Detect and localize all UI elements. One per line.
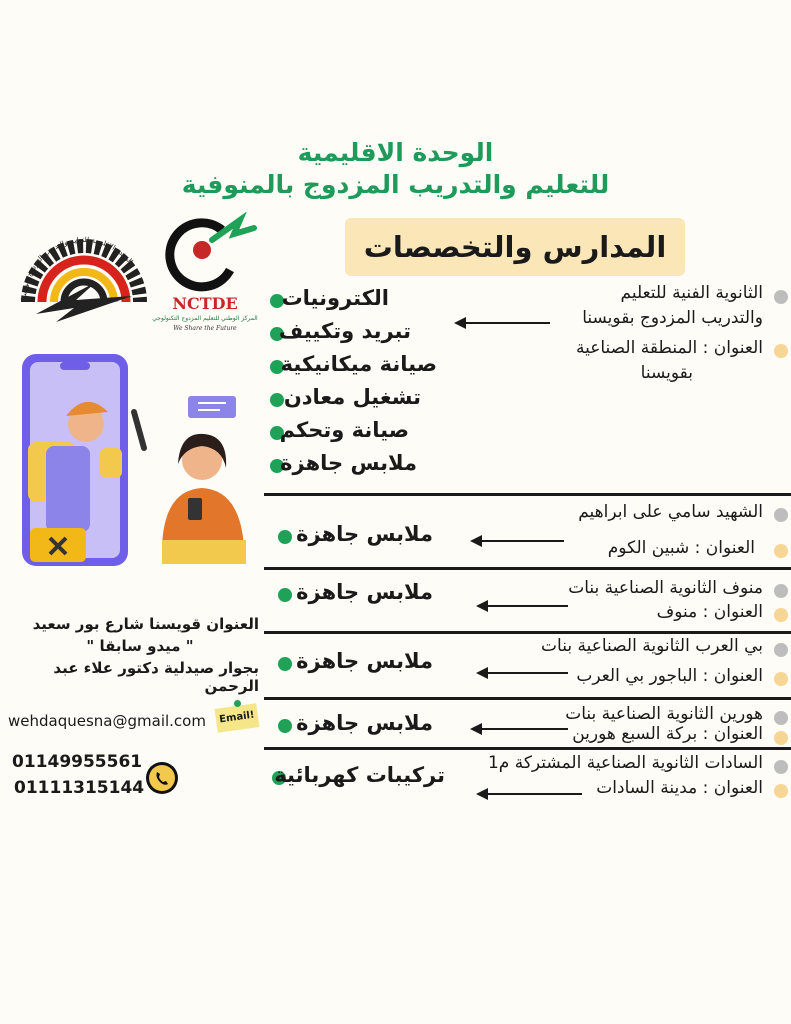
address-bullet-5: [774, 731, 788, 745]
contact-address-line3: بجوار صيدلية دكتور علاء عبد الرحمن: [53, 659, 259, 695]
school-bullet-3: [774, 584, 788, 598]
address-bullet-6: [774, 784, 788, 798]
school-3-name: منوف الثانوية الصناعية بنات: [568, 578, 763, 598]
regional-seal-logo: [6, 222, 156, 327]
spec-metal-operation: تشغيل معادن: [283, 385, 421, 409]
arrow-3: [478, 605, 568, 607]
address-bullet-3: [774, 608, 788, 622]
arrow-1: [456, 322, 550, 324]
school-4-specialty: ملابس جاهزة: [296, 649, 433, 673]
contact-email[interactable]: wehdaquesna@gmail.com: [8, 712, 206, 730]
school-3-address: العنوان : منوف: [656, 602, 763, 622]
arrow-6: [478, 793, 582, 795]
nctde-slogan: We Share the Future: [173, 325, 237, 332]
phone-number-1[interactable]: 01149955561: [12, 752, 143, 772]
divider: [264, 747, 791, 750]
nctde-subtitle: المركز الوطني للتعليم المزدوج التكنولوجي: [152, 315, 258, 322]
school-2-name: الشهيد سامي على ابراهيم: [578, 502, 763, 522]
divider: [264, 697, 791, 700]
arrow-4: [478, 672, 568, 674]
arrow-5: [472, 728, 568, 730]
divider: [264, 567, 791, 570]
title-line-2: للتعليم والتدريب المزدوج بالمنوفية: [181, 170, 610, 199]
school-2-specialty: ملابس جاهزة: [296, 522, 433, 546]
school-bullet-5: [774, 711, 788, 725]
school-bullet-1: [774, 290, 788, 304]
divider: [264, 631, 791, 634]
contact-address-line1: العنوان قويسنا شارع بور سعيد: [32, 615, 259, 633]
phone-number-2[interactable]: 01111315144: [14, 778, 145, 798]
spec-garments: ملابس جاهزة: [280, 451, 417, 475]
school-1-name-line2: والتدريب المزدوج بقويسنا: [582, 308, 763, 328]
school-1-address-line1: العنوان : المنطقة الصناعية: [575, 338, 763, 358]
school-6-name: السادات الثانوية الصناعية المشتركة م1: [487, 753, 763, 773]
school-3-specialty: ملابس جاهزة: [296, 580, 433, 604]
regional-seal-text: الوحدة الإقليمية للتعليم والتدريب المزدوج بقويسنا: [19, 235, 135, 301]
school-4-name: بي العرب الثانوية الصناعية بنات: [541, 636, 763, 656]
school-bullet-4: [774, 643, 788, 657]
school-6-specialty: تركيبات كهربائية: [274, 763, 445, 787]
address-bullet-1: [774, 344, 788, 358]
school-5-address: العنوان : بركة السبع هورين: [572, 724, 763, 744]
section-title: المدارس والتخصصات: [345, 218, 685, 276]
title-line-1: الوحدة الاقليمية: [297, 138, 494, 167]
school-6-address: العنوان : مدينة السادات: [596, 778, 763, 798]
phone-icon: [146, 762, 178, 794]
spec-refrigeration: تبريد وتكييف: [278, 319, 411, 343]
spec-maintenance-control: صيانة وتحكم: [279, 418, 409, 442]
divider: [264, 493, 791, 496]
spec-electronics: الكترونيات: [281, 286, 389, 310]
nctde-text: NCTDE: [172, 294, 238, 313]
school-4-address: العنوان : الباجور بي العرب: [576, 666, 763, 686]
school-1-name-line1: الثانوية الفنية للتعليم: [620, 283, 763, 303]
school-bullet-2: [774, 508, 788, 522]
address-bullet-4: [774, 672, 788, 686]
arrow-2: [472, 540, 564, 542]
school-5-name: هورين الثانوية الصناعية بنات: [565, 704, 763, 724]
pin-icon: [234, 700, 241, 707]
school-2-address: العنوان : شبين الكوم: [607, 538, 755, 558]
spec-mechanical-maintenance: صيانة ميكانيكية: [280, 352, 437, 376]
address-bullet-2: [774, 544, 788, 558]
school-1-address-line2: بقويسنا: [640, 363, 693, 383]
school-5-specialty: ملابس جاهزة: [296, 711, 433, 735]
school-bullet-6: [774, 760, 788, 774]
email-badge-label: Email!: [218, 709, 256, 726]
contact-address-line2: " ميدو سابقا ": [86, 637, 194, 655]
